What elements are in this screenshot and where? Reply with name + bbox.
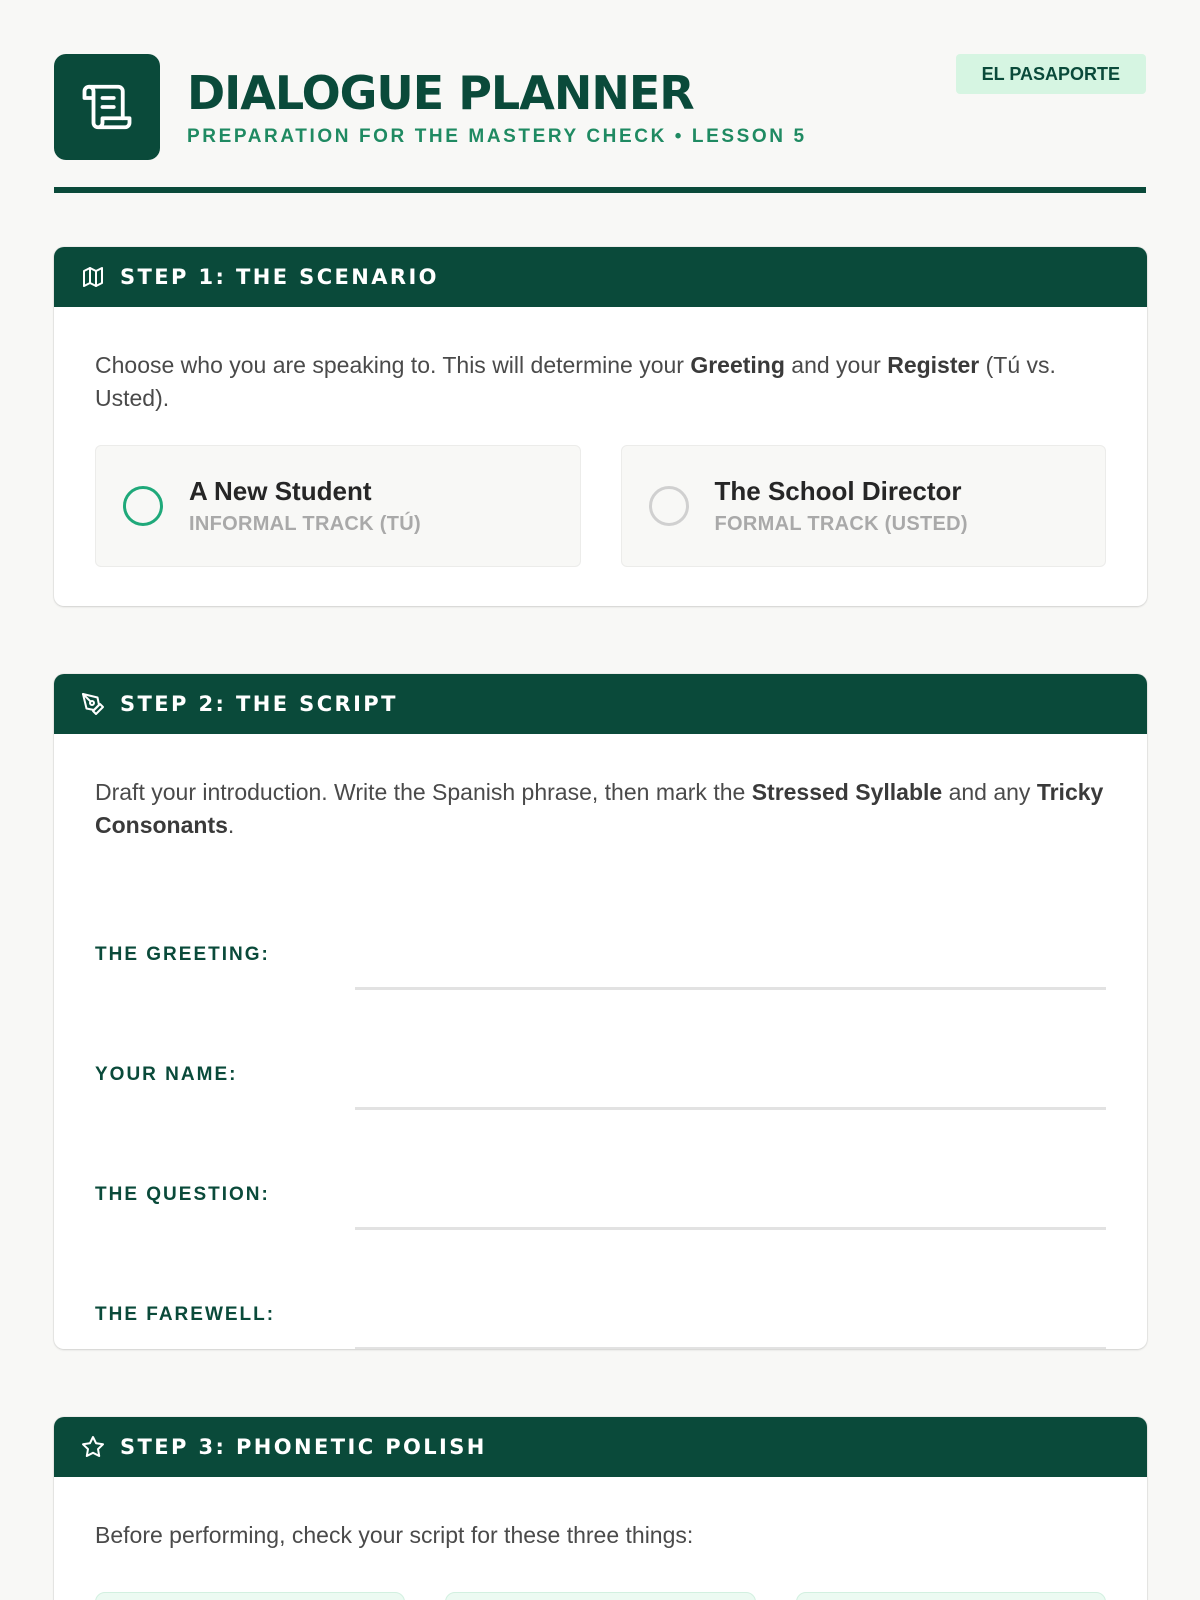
- checklist-card: [796, 1592, 1106, 1600]
- step3-card: [54, 1417, 1147, 1600]
- greeting-label: THE GREETING:: [95, 944, 270, 965]
- question-label: THE QUESTION:: [95, 1184, 270, 1205]
- question-row: [95, 1110, 1106, 1230]
- checklist-card: [445, 1592, 755, 1600]
- name-row: [95, 990, 1106, 1110]
- step1-card: [54, 247, 1147, 606]
- map-icon: [80, 264, 106, 290]
- option-new-student[interactable]: [95, 445, 581, 567]
- step1-title: STEP 1: THE SCENARIO: [120, 265, 439, 289]
- name-label: YOUR NAME:: [95, 1064, 238, 1085]
- option-subtitle: INFORMAL TRACK (TÚ): [189, 513, 421, 535]
- course-badge: EL PASAPORTE: [956, 54, 1146, 94]
- page-subtitle: PREPARATION FOR THE MASTERY CHECK • LESSON 5: [187, 126, 807, 147]
- page-title: DIALOGUE PLANNER: [187, 66, 694, 120]
- script-fields: [95, 886, 1106, 1349]
- option-school-director[interactable]: [621, 445, 1107, 567]
- polish-checklist: [95, 1592, 1106, 1600]
- step1-header: [54, 247, 1147, 307]
- pen-icon: [80, 691, 106, 717]
- scroll-icon: [54, 54, 160, 160]
- option-title: The School Director: [714, 476, 962, 506]
- step2-title: STEP 2: THE SCRIPT: [120, 692, 398, 716]
- step2-header: [54, 674, 1147, 734]
- step2-instructions: Draft your introduction. Write the Spanish phrase, then mark the Stressed Syllable and any Tricky Consonants.: [95, 779, 1104, 838]
- step2-card: [54, 674, 1147, 1349]
- radio-school-director[interactable]: [649, 486, 689, 526]
- farewell-label: THE FAREWELL:: [95, 1304, 276, 1325]
- scenario-options: [95, 445, 1106, 567]
- farewell-row: [95, 1230, 1106, 1349]
- step3-title: STEP 3: PHONETIC POLISH: [120, 1435, 487, 1459]
- step3-header: [54, 1417, 1147, 1477]
- option-title: A New Student: [189, 476, 372, 506]
- farewell-field[interactable]: [355, 1347, 1106, 1349]
- page-header: [54, 0, 1146, 193]
- option-subtitle: FORMAL TRACK (USTED): [714, 513, 968, 535]
- step3-instructions: Before performing, check your script for these three things:: [95, 1522, 694, 1548]
- star-icon: [80, 1434, 106, 1460]
- checklist-card: [95, 1592, 405, 1600]
- step1-instructions: Choose who you are speaking to. This will determine your Greeting and your Register (Tú vs. Usted).: [95, 352, 1056, 411]
- radio-new-student[interactable]: [123, 486, 163, 526]
- greeting-row: [95, 886, 1106, 990]
